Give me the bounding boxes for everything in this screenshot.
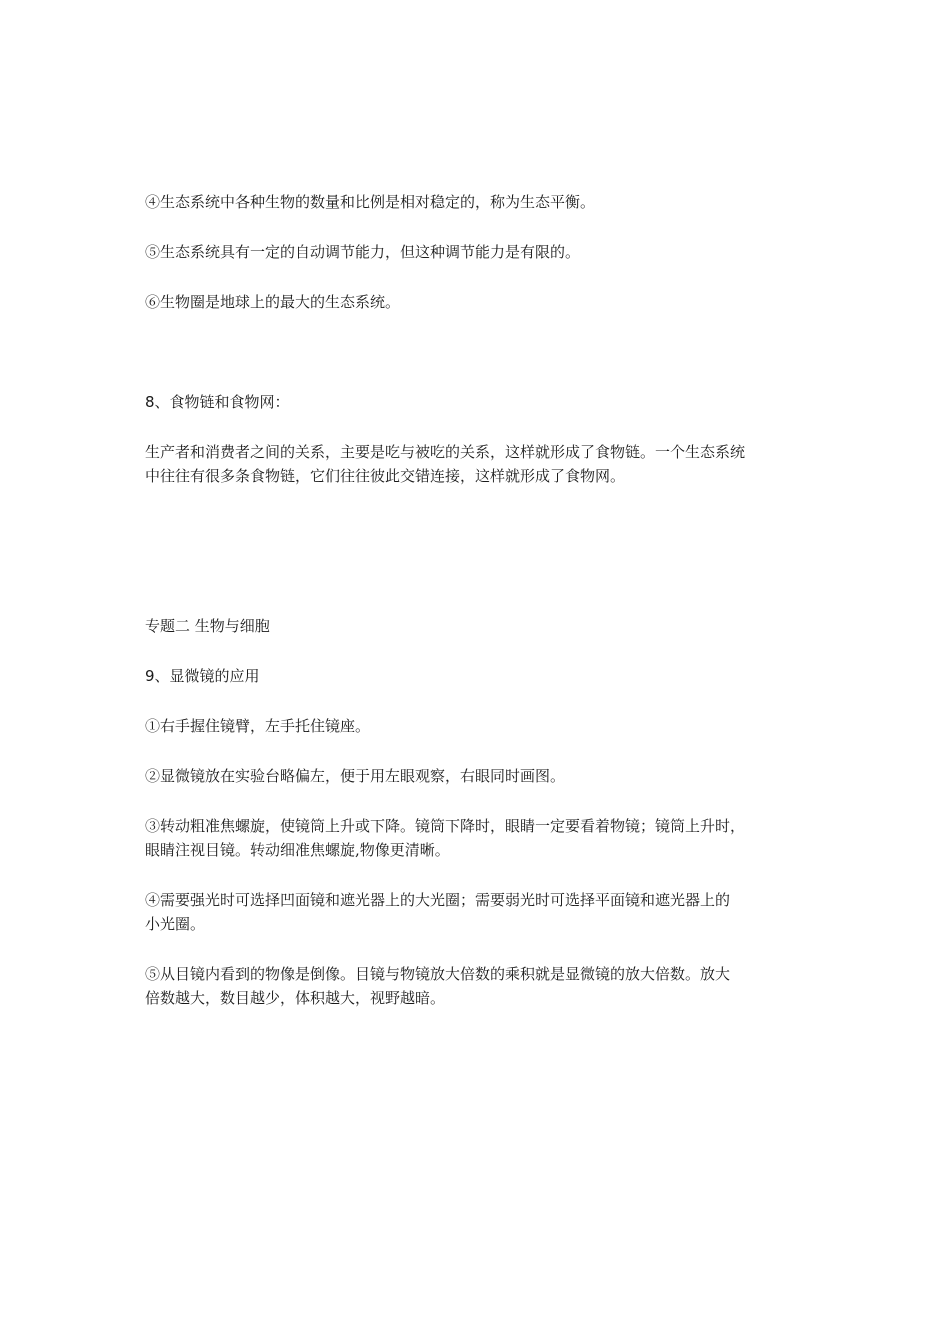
microscope-item-4-line-1: ④需要强光时可选择凹面镜和遮光器上的大光圈；需要弱光时可选择平面镜和遮光器上的 [145,891,731,909]
topic-two-title: 专题二 生物与细胞 [145,617,270,635]
ecosystem-item-4: ④生态系统中各种生物的数量和比例是相对稳定的，称为生态平衡。 [145,193,596,211]
food-chain-body-line-1: 生产者和消费者之间的关系，主要是吃与被吃的关系，这样就形成了食物链。一个生态系统 [145,443,746,461]
microscope-item-5-line-1: ⑤从目镜内看到的物像是倒像。目镜与物镜放大倍数的乘积就是显微镜的放大倍数。放大 [145,965,731,983]
microscope-item-3-line-1: ③转动粗准焦螺旋，使镜筒上升或下降。镜筒下降时，眼睛一定要看着物镜；镜筒上升时， [145,817,746,835]
microscope-item-2: ②显微镜放在实验台略偏左，便于用左眼观察，右眼同时画图。 [145,767,566,785]
microscope-item-1: ①右手握住镜臂，左手托住镜座。 [145,717,371,735]
food-chain-body-line-2: 中往往有很多条食物链，它们往往彼此交错连接，这样就形成了食物网。 [145,467,626,485]
microscope-heading: 9、显微镜的应用 [145,667,260,685]
microscope-item-5-line-2: 倍数越大，数目越少，体积越大，视野越暗。 [145,989,446,1007]
microscope-item-3-line-2: 眼睛注视目镜。转动细准焦螺旋,物像更清晰。 [145,841,450,859]
ecosystem-item-6: ⑥生物圈是地球上的最大的生态系统。 [145,293,401,311]
ecosystem-item-5: ⑤生态系统具有一定的自动调节能力，但这种调节能力是有限的。 [145,243,581,261]
microscope-item-4-line-2: 小光圈。 [145,915,206,933]
food-chain-heading: 8、食物链和食物网： [145,393,290,411]
